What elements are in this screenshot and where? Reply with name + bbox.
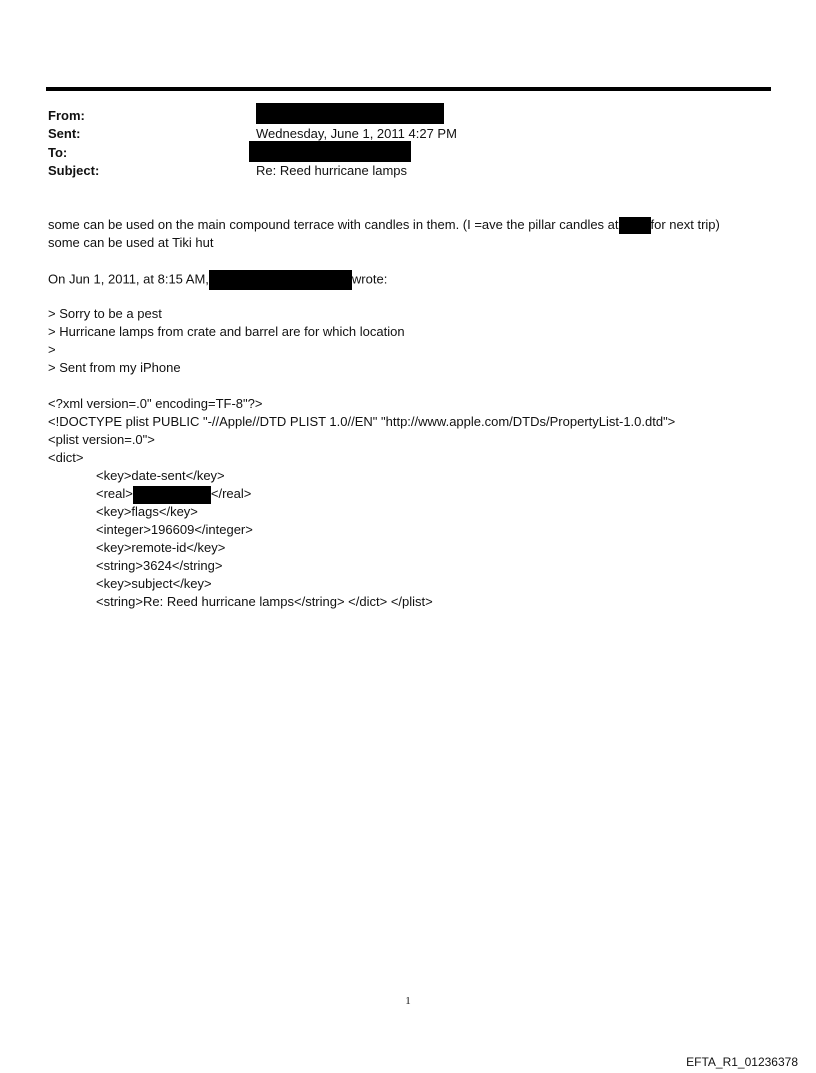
page-number: 1: [405, 995, 411, 1007]
reply-header: [48, 270, 387, 290]
plist-line: <key>remote-id</key>: [96, 540, 226, 555]
plist-line: [96, 485, 251, 504]
sent-value: Wednesday, June 1, 2011 4:27 PM: [256, 126, 457, 141]
quoted-line: > Sent from my iPhone: [48, 360, 181, 375]
plist-text: <real>: [96, 486, 133, 501]
quoted-line: > Hurricane lamps from crate and barrel are for which location: [48, 324, 405, 339]
plist-text: </real>: [210, 486, 252, 501]
body-line: [48, 216, 720, 234]
subject-value: Re: Reed hurricane lamps: [256, 163, 408, 178]
body-line: some can be used at Tiki hut: [48, 235, 214, 250]
redaction-bar: [249, 141, 411, 162]
body-text: for next trip): [650, 217, 720, 232]
from-label: From:: [48, 108, 85, 123]
plist-line: <key>flags</key>: [96, 504, 198, 519]
plist-line: <?xml version=.0" encoding=TF-8"?>: [48, 396, 263, 411]
reply-text: wrote:: [351, 271, 388, 287]
plist-line: <string>3624</string>: [96, 558, 223, 573]
to-value: [249, 141, 411, 162]
to-label: To:: [48, 145, 68, 160]
from-value: [256, 103, 444, 124]
sent-label: Sent:: [48, 126, 81, 141]
document-id: EFTA_R1_01236378: [686, 1055, 798, 1069]
redaction-bar: [209, 270, 352, 290]
subject-label: Subject:: [48, 163, 100, 178]
plist-line: <dict>: [48, 450, 84, 465]
redaction-bar: [133, 486, 211, 504]
quoted-line: >: [48, 342, 56, 357]
reply-text: On Jun 1, 2011, at 8:15 AM,: [48, 271, 209, 287]
plist-line: <key>date-sent</key>: [96, 468, 225, 483]
plist-line: <plist version=.0">: [48, 432, 155, 447]
header-rule: [46, 87, 771, 91]
body-text: some can be used on the main compound terrace with candles in them. (I =ave the pillar candles at: [48, 217, 619, 232]
plist-line: <key>subject</key>: [96, 576, 212, 591]
redaction-bar: [256, 103, 444, 124]
plist-line: <!DOCTYPE plist PUBLIC "-//Apple//DTD PLIST 1.0//EN" "http://www.apple.com/DTDs/PropertyList-1.0.dtd">: [48, 414, 676, 429]
plist-line: <integer>196609</integer>: [96, 522, 253, 537]
redaction-bar: [619, 217, 651, 234]
quoted-line: > Sorry to be a pest: [48, 306, 162, 321]
plist-line: <string>Re: Reed hurricane lamps</string> </dict> </plist>: [96, 594, 433, 609]
